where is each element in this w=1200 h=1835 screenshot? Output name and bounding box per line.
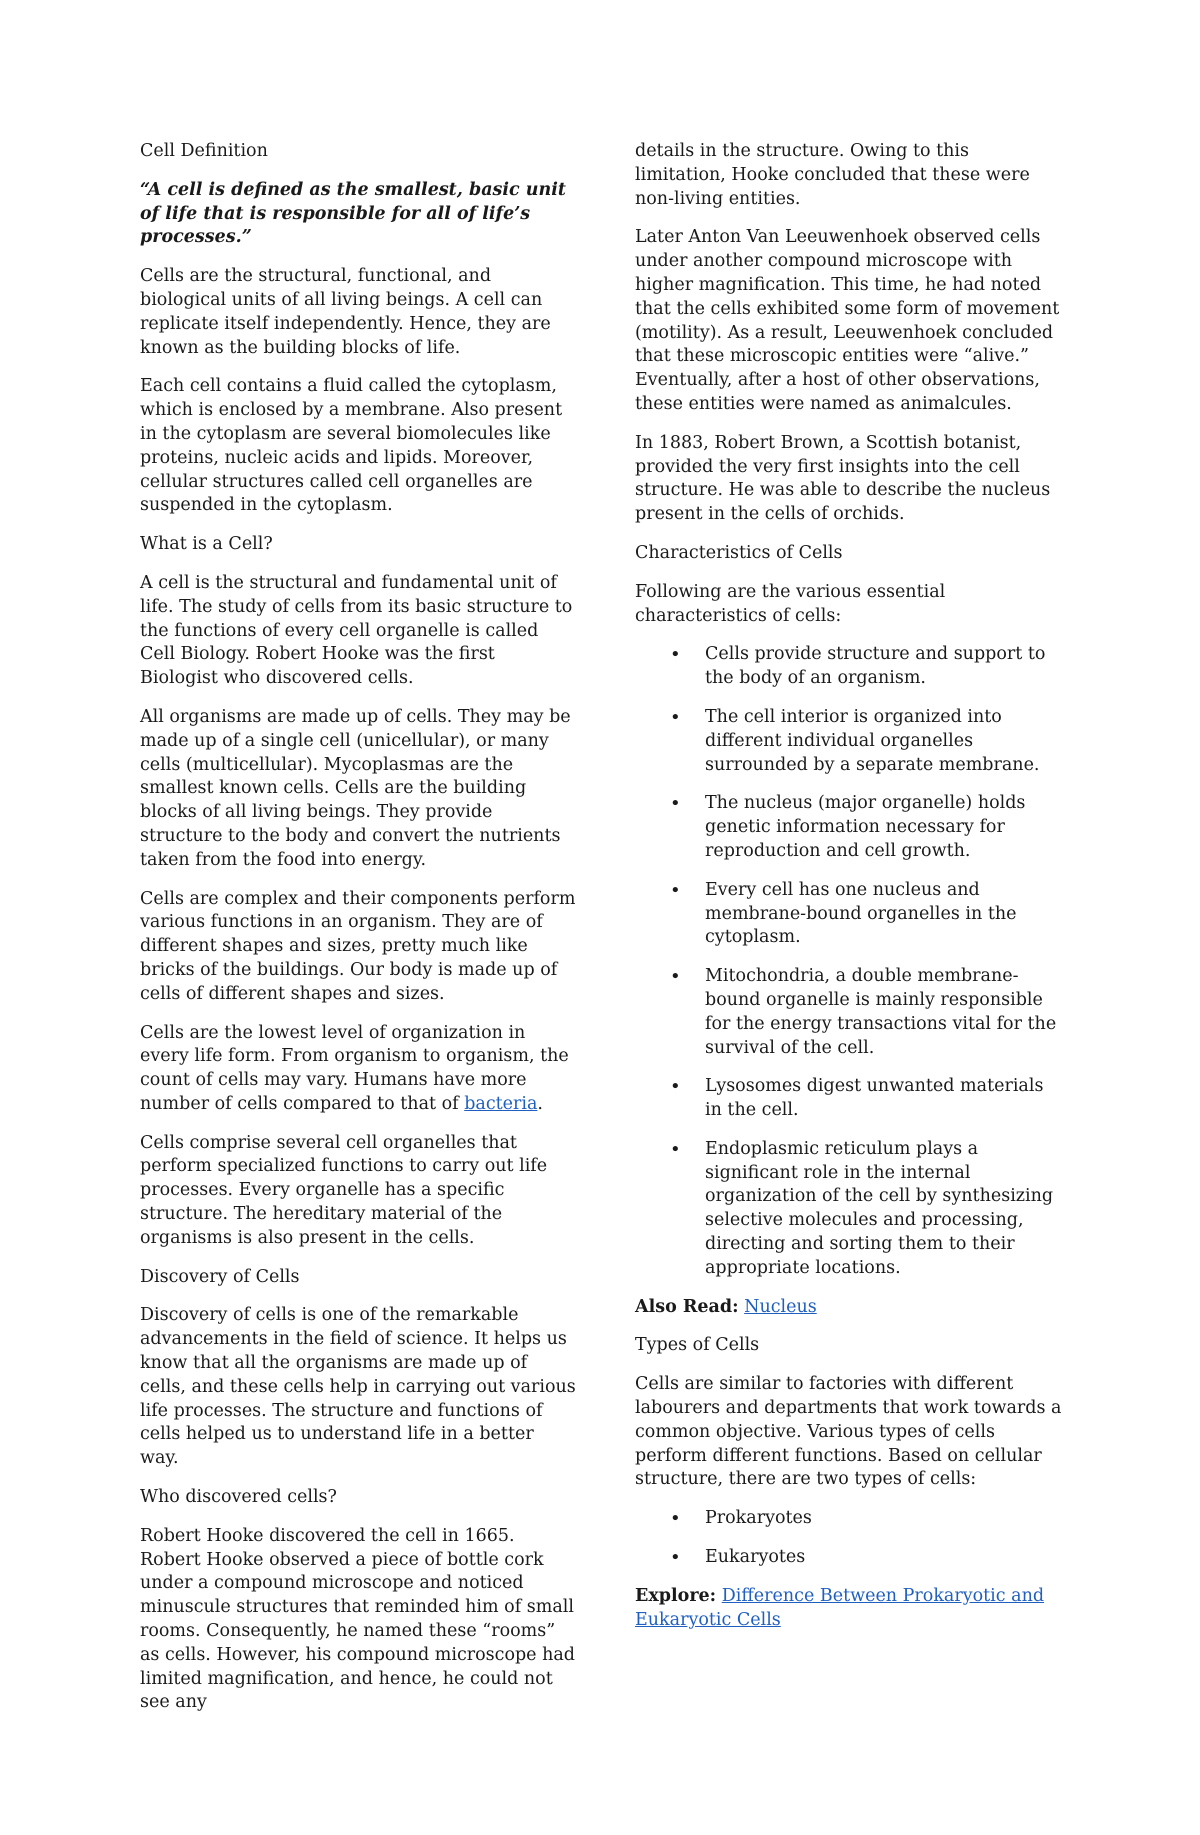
heading-who-discovered-cells: Who discovered cells?: [140, 1487, 337, 1508]
nucleus-link[interactable]: Nucleus: [744, 1296, 817, 1317]
paragraph: [140, 1022, 576, 1117]
list-item-text: The nucleus (major organelle) holds genetic information necessary for reproduction and cell growth.: [705, 793, 1026, 861]
explore-line: [635, 1585, 1063, 1633]
paragraph: Discovery of cells is one of the remarkable advancements in the field of science. It helps us know that all the organisms are made up of cells, and these cells help in carrying out various life processes. The structure and functions of cells helped us to understand life in a better way.: [140, 1305, 576, 1469]
paragraph: All organisms are made up of cells. They may be made up of a single cell (unicellular), or many cells (multicellular). Mycoplasmas are the smallest known cells. Cells are the building blocks of all living beings. They provide structure to the body and convert the nutrients taken from the food into energy.: [140, 706, 571, 870]
list-item: [635, 792, 1063, 863]
paragraph: Cells are complex and their components perform various functions in an organism. They are of different shapes and sizes, pretty much like bricks of the buildings. Our body is made up of cells of different shapes and sizes.: [140, 888, 576, 1004]
paragraph: Robert Hooke discovered the cell in 1665. Robert Hooke observed a piece of bottle cork under a compound microscope and noticed minuscule structures that reminded him of small rooms. Consequently, he named these “rooms” as cells. However, his compound microscope had limited magnification, and hence, he could not see any: [140, 1525, 576, 1713]
paragraph: In 1883, Robert Brown, a Scottish botanist, provided the very first insights into the cell structure. He was able to describe the nucleus present in the cells of orchids.: [635, 432, 1051, 525]
bullet-icon: •: [670, 1547, 681, 1569]
paragraph-text: Cells are the lowest level of organization in every life form. From organism to organism, the count of cells may vary. Humans have more number of cells compared to that of: [140, 1022, 569, 1114]
also-read-line: [635, 1296, 1063, 1320]
paragraph: Each cell contains a fluid called the cytoplasm, which is enclosed by a membrane. Also present in the cytoplasm are several biomolecules like proteins, nucleic acids and lipids. Moreover, cellular structures called cell organelles are suspended in the cytoplasm.: [140, 376, 563, 516]
paragraph: A cell is the structural and fundamental unit of life. The study of cells from its basic structure to the functions of every cell organelle is called Cell Biology. Robert Hooke was the first Biologist who discovered cells.: [140, 572, 573, 689]
paragraph: Later Anton Van Leeuwenhoek observed cells under another compound microscope with higher magnification. This time, he had noted that the cells exhibited some form of movement (motility). As a result, Leeuwenhoek concluded that these microscopic entities were “alive.” Eventually, after a host of other observations, these entities were named as animalcules.: [635, 227, 1060, 414]
heading-characteristics-of-cells: Characteristics of Cells: [635, 542, 843, 563]
paragraph: details in the structure. Owing to this limitation, Hooke concluded that these were non-living entities.: [635, 141, 1030, 209]
list-item: [635, 706, 1063, 777]
cell-definition-quote: “A cell is defined as the smallest, basic unit of life that is responsible for all of life’s processes.”: [140, 179, 566, 248]
heading-types-of-cells: Types of Cells: [635, 1335, 760, 1356]
list-item-text: Every cell has one nucleus and membrane-bound organelles in the cytoplasm.: [705, 879, 1017, 948]
bullet-icon: •: [670, 879, 681, 901]
prokaryotic-eukaryotic-link[interactable]: Difference Between Prokaryotic and Eukaryotic Cells: [635, 1585, 1045, 1630]
bullet-icon: •: [670, 644, 681, 666]
list-item-text: Cells provide structure and support to the body of an organism.: [705, 644, 1046, 689]
heading-discovery-of-cells: Discovery of Cells: [140, 1266, 300, 1287]
bullet-icon: •: [670, 966, 681, 988]
paragraph: Following are the various essential characteristics of cells:: [635, 581, 946, 626]
bullet-icon: •: [670, 1508, 681, 1530]
list-item: [635, 643, 1063, 691]
list-item: [635, 1507, 1063, 1531]
list-item: [635, 879, 1063, 950]
list-item-text: Eukaryotes: [705, 1547, 806, 1568]
paragraph: Cells are similar to factories with different labourers and departments that work towards a common objective. Various types of cells perform different functions. Based on cellular structure, there are two types of cells:: [635, 1374, 1062, 1490]
bullet-icon: •: [670, 1138, 681, 1160]
left-column: [140, 140, 576, 1730]
paragraph-end: .: [537, 1093, 543, 1114]
characteristics-list: [635, 643, 1063, 1280]
list-item: [635, 1138, 1063, 1281]
also-read-label: Also Read:: [635, 1296, 739, 1317]
bullet-icon: •: [670, 793, 681, 815]
bacteria-link[interactable]: bacteria: [464, 1093, 538, 1114]
list-item: [635, 965, 1063, 1060]
paragraph: Cells comprise several cell organelles that perform specialized functions to carry out life processes. Every organelle has a specific structure. The hereditary material of the organisms is also present in the cells.: [140, 1132, 548, 1248]
heading-cell-definition: Cell Definition: [140, 141, 268, 161]
list-item-text: Lysosomes digest unwanted materials in the cell.: [705, 1076, 1044, 1121]
list-item-text: Prokaryotes: [705, 1508, 812, 1529]
bullet-icon: •: [670, 1076, 681, 1098]
right-column: [635, 140, 1063, 1647]
list-item-text: Mitochondria, a double membrane-bound organelle is mainly responsible for the energy transactions vital for the survival of the cell.: [705, 966, 1057, 1058]
list-item-text: The cell interior is organized into different individual organelles surrounded by a separate membrane.: [705, 706, 1040, 775]
list-item: [635, 1546, 1063, 1570]
heading-what-is-a-cell: What is a Cell?: [140, 534, 273, 555]
explore-label: Explore:: [635, 1585, 717, 1606]
cell-types-list: [635, 1507, 1063, 1570]
paragraph: Cells are the structural, functional, and biological units of all living beings. A cell can replicate itself independently. Hence, they are known as the building blocks of life.: [140, 266, 551, 358]
list-item: [635, 1075, 1063, 1123]
bullet-icon: •: [670, 706, 681, 728]
list-item-text: Endoplasmic reticulum plays a significant role in the internal organization of the cell by synthesizing selective molecules and processing, directing and sorting them to their appropriate locations.: [705, 1138, 1054, 1278]
